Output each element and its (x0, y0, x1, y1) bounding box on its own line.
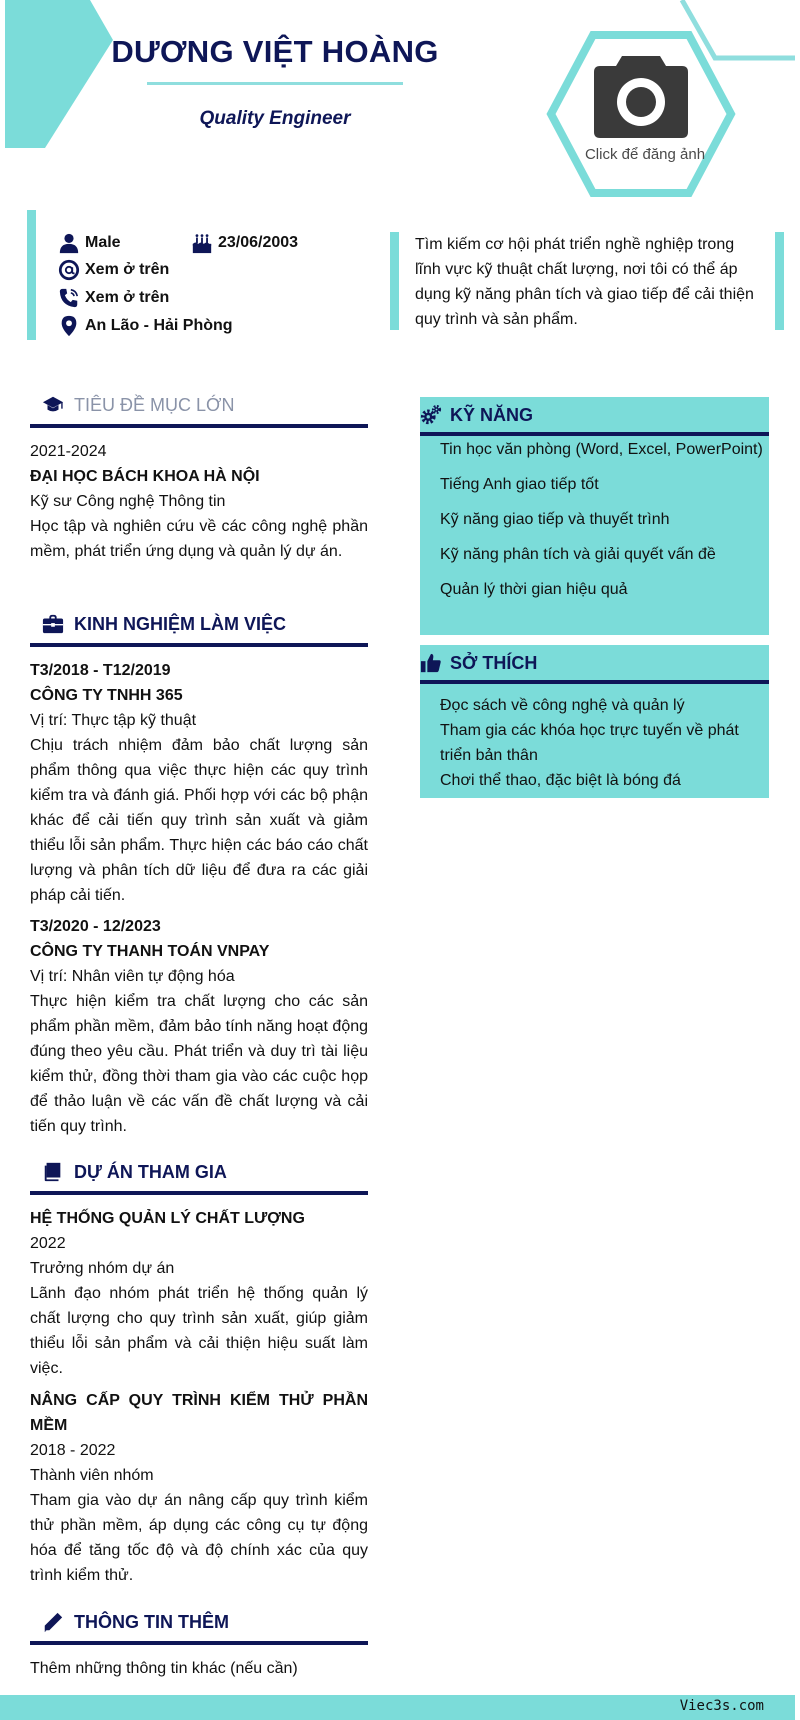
experience-period: T3/2018 - T12/2019 (30, 662, 171, 679)
contact-birthday (191, 232, 298, 254)
experience-heading (42, 613, 368, 635)
phone-value: Xem ở trên (85, 289, 170, 306)
skill-item: Quản lý thời gian hiệu quả (440, 581, 628, 598)
experience-position: Vị trí: Nhân viên tự động hóa (30, 968, 235, 985)
experience-heading-text: KINH NGHIỆM LÀM VIỆC (74, 613, 287, 634)
skills-rule (420, 432, 769, 436)
projects-heading (42, 1161, 368, 1183)
hobbies-heading-text: SỞ THÍCH (450, 652, 538, 673)
job-title: Quality Engineer (199, 108, 351, 129)
extra-text: Thêm những thông tin khác (nếu cần) (30, 1660, 298, 1677)
project-role: Trưởng nhóm dự án (30, 1260, 175, 1277)
education-rule (30, 424, 368, 428)
contact-phone (58, 287, 169, 309)
hobby-item: Đọc sách về công nghệ và quản lý (440, 697, 685, 714)
career-objective: Tìm kiếm cơ hội phát triển nghề nghiệp trong lĩnh vực kỹ thuật chất lượng, nơi tôi có thể áp dụng kỹ năng phân tích và giao tiếp để cải thiện quy trình và sản phẩm. (415, 236, 754, 328)
skill-item: Kỹ năng giao tiếp và thuyết trình (440, 511, 670, 528)
education-description: Học tập và nghiên cứu về các công nghệ phần mềm, phát triển ứng dụng và quản lý dự án. (30, 518, 368, 560)
contact-gender (58, 232, 121, 254)
project-period: 2022 (30, 1235, 66, 1252)
map-marker-icon (58, 315, 80, 337)
graduation-cap-icon (42, 394, 64, 416)
hobby-item: Tham gia các khóa học trực tuyến về phát triển bản thân (440, 722, 739, 764)
experience-period: T3/2020 - 12/2023 (30, 918, 161, 935)
user-icon (58, 232, 80, 254)
education-school: ĐẠI HỌC BÁCH KHOA HÀ NỘI (30, 468, 260, 485)
education-heading (42, 394, 368, 416)
hobbies-list (440, 693, 769, 793)
project-period: 2018 - 2022 (30, 1442, 116, 1459)
experience-position: Vị trí: Thực tập kỹ thuật (30, 712, 197, 729)
skills-heading-text: KỸ NĂNG (450, 404, 534, 425)
skills-heading (420, 404, 533, 426)
camera-icon (592, 52, 690, 140)
project-item-1 (30, 1206, 368, 1381)
gears-icon (420, 404, 442, 426)
education-entry (30, 439, 368, 564)
photo-hint: Click để đăng ảnh (584, 146, 706, 163)
name-underline (147, 82, 403, 85)
experience-company: CÔNG TY TNHH 365 (30, 687, 183, 704)
project-name: NÂNG CẤP QUY TRÌNH KIỂM THỬ PHẦN MỀM (30, 1392, 368, 1434)
hobbies-rule (420, 680, 769, 684)
hobby-item: Chơi thể thao, đặc biệt là bóng đá (440, 772, 681, 789)
contact-accent-bar (27, 210, 36, 340)
skill-item: Tin học văn phòng (Word, Excel, PowerPoint) (440, 441, 763, 458)
footer-brand: Viec3s.com (679, 1698, 764, 1714)
footer-bar (0, 1695, 795, 1720)
extra-heading-text: THÔNG TIN THÊM (74, 1611, 229, 1632)
project-name: HỆ THỐNG QUẢN LÝ CHẤT LƯỢNG (30, 1210, 305, 1227)
education-period: 2021-2024 (30, 443, 107, 460)
contact-email (58, 259, 169, 281)
experience-company: CÔNG TY THANH TOÁN VNPAY (30, 943, 270, 960)
projects-rule (30, 1191, 368, 1195)
hobbies-box (420, 645, 769, 798)
email-at-icon (58, 259, 80, 281)
birthday-cake-icon (191, 232, 213, 254)
phone-icon (58, 287, 80, 309)
pencil-icon (42, 1611, 64, 1633)
experience-item-1 (30, 658, 368, 908)
extra-rule (30, 1641, 368, 1645)
experience-item-2 (30, 914, 368, 1139)
birthday-value: 23/06/2003 (218, 234, 299, 251)
project-item-2 (30, 1388, 368, 1588)
experience-rule (30, 643, 368, 647)
hobbies-heading (420, 652, 537, 674)
skills-list (440, 437, 769, 602)
skills-box (420, 397, 769, 635)
objective-accent-right (775, 232, 784, 330)
projects-heading-text: DỰ ÁN THAM GIA (74, 1161, 227, 1182)
project-description: Tham gia vào dự án nâng cấp quy trình kiểm thử phần mềm, áp dụng các công cụ tự động hóa để tăng tốc độ và độ chính xác của quy trình kiểm thử. (30, 1492, 368, 1584)
gender-value: Male (85, 234, 121, 251)
email-value: Xem ở trên (85, 261, 170, 278)
skill-item: Tiếng Anh giao tiếp tốt (440, 476, 599, 493)
briefcase-icon (42, 613, 64, 635)
project-description: Lãnh đạo nhóm phát triển hệ thống quản lý chất lượng cho quy trình sản xuất, giúp giảm thiểu lỗi sản phẩm và cải thiện hiệu suất làm việc. (30, 1285, 368, 1377)
objective-accent-left (390, 232, 399, 330)
education-heading-text: TIÊU ĐỀ MỤC LỚN (74, 394, 235, 415)
experience-description: Chịu trách nhiệm đảm bảo chất lượng sản phẩm thông qua việc thực hiện các quy trình kiểm tra và đánh giá. Phối hợp với các bộ phận khác để cải tiến quy trình sản xuất và giảm thiểu lỗi sản phẩm. Thực hiện các báo cáo chất lượng và phân tích dữ liệu để đưa ra các giải pháp cải tiến. (30, 737, 368, 904)
book-icon (42, 1161, 64, 1183)
contact-address (58, 315, 233, 337)
skill-item: Kỹ năng phân tích và giải quyết vấn đề (440, 546, 716, 563)
address-value: An Lão - Hải Phòng (85, 317, 233, 334)
project-role: Thành viên nhóm (30, 1467, 154, 1484)
photo-upload[interactable] (546, 30, 736, 198)
experience-description: Thực hiện kiểm tra chất lượng cho các sản phẩm phần mềm, đảm bảo tính năng hoạt động đúng theo yêu cầu. Phát triển và duy trì tài liệu kiểm thử, đồng thời tham gia vào các cuộc họp để thảo luận về các vấn đề chất lượng và cải tiến quy trình. (30, 993, 369, 1135)
candidate-name: DƯƠNG VIỆT HOÀNG (111, 34, 439, 69)
extra-heading (42, 1611, 368, 1633)
education-major: Kỹ sư Công nghệ Thông tin (30, 493, 226, 510)
thumbs-up-icon (420, 652, 442, 674)
